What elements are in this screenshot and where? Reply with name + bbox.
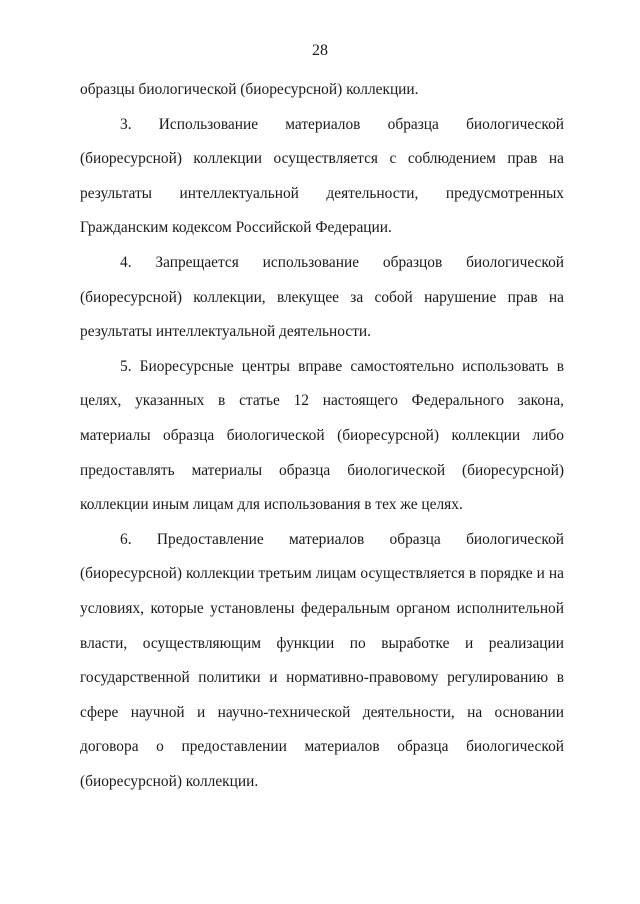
document-body	[80, 73, 564, 799]
paragraph-item-4: 4. Запрещается использование образцов биологической (биоресурсной) коллекции, влекущее за собой нарушение прав на результаты интеллектуальной деятельности.	[80, 253, 564, 341]
paragraph-item-3: 3. Использование материалов образца биологической (биоресурсной) коллекции осуществляется с соблюдением прав на результаты интеллектуальной деятельности, предусмотренных Гражданским кодексом Российской Федерации.	[80, 115, 564, 237]
paragraph-continuation: образцы биологической (биоресурсной) коллекции.	[80, 81, 419, 98]
paragraph-item-5: 5. Биоресурсные центры вправе самостоятельно использовать в целях, указанных в статье 12 настоящего Федерального закона, материалы образца биологической (биоресурсной) коллекции либо предоставлять материалы образца биологической (биоресурсной) коллекции иным лицам для использования в тех же целях.	[80, 357, 564, 514]
page-number: 28	[312, 42, 328, 59]
paragraph-item-6: 6. Предоставление материалов образца биологической (биоресурсной) коллекции третьим лицам осуществляется в порядке и на условиях, которые установлены федеральным органом исполнительной власти, осуществляющим функции по выработке и реализации государственной политики и нормативно-правовому регулированию в сфере научной и научно-технической деятельности, на основании договора о предоставлении материалов образца биологической (биоресурсной) коллекции.	[80, 530, 564, 790]
